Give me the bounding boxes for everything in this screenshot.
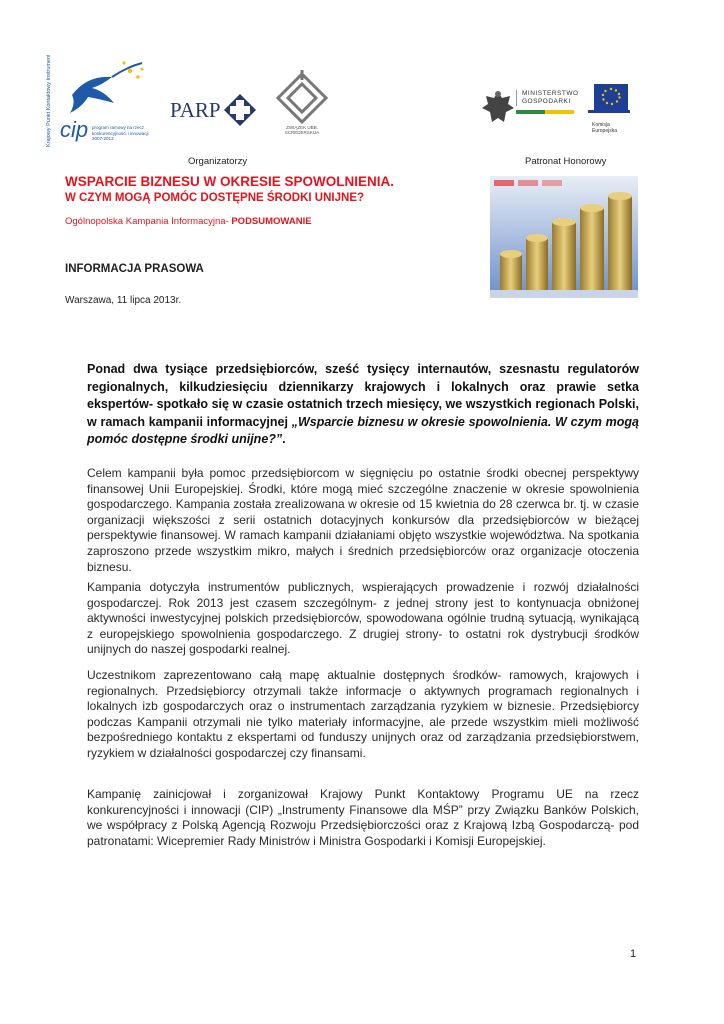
patronage-label: Patronat Honorowy: [525, 156, 607, 167]
ec-caption: Komisja Europejska: [592, 122, 618, 134]
headline: WSPARCIE BIZNESU W OKRESIE SPOWOLNIENIA.: [65, 174, 395, 189]
eu-flag-icon: [586, 80, 632, 120]
bank-union-emblem-icon: [270, 70, 334, 130]
cip-logo: [42, 55, 152, 155]
date-line: Warszawa, 11 lipca 2013r.: [65, 295, 182, 306]
press-release-title: INFORMACJA PRASOWA: [65, 263, 204, 275]
campaign-line: [65, 216, 312, 227]
campaign-prefix: Ogólnopolska Kampania Informacyjna-: [65, 216, 229, 227]
body-paragraph-4: Kampanię zainicjował i zorganizował Krajowy Punkt Kontaktowy Programu UE na rzecz konkurencyjności i innowacji (CIP) „Instrumenty Finansowe dla MŚP” przy Związku Banków Polskich, we współpracy z Polską Agencją Rozwoju Przedsiębiorczości oraz z Krajową Izbą Gospodarczą- pod patronatami: Wicepremier Rady Ministrów i Ministra Gospodarki i Komisji Europejskiej.: [87, 787, 639, 848]
coins-image-icon: [490, 176, 638, 298]
coins-photo: [490, 176, 638, 298]
body-paragraph-3: Uczestnikom zaprezentowano całą mapę aktualnie dostępnych środków- ramowych, krajowych i regionalnych. Przedsiębiorcy otrzymali także informacje o aktywnych programach regionalnych i lokalnych izb gospodarczych oraz o instrumentach zarządzania ryzykiem w biznesie. Przedsiębiorcy podczas Kampanii otrzymali nie tylko materiały informacyjne, ale przede wszystkim mieli możliwość bezpośredniego kontaktu z ekspertami od funduszy unijnych oraz od zarządzania przedsiębiorstwem, ryzykiem w działalności gospodarczej czy finansami.: [87, 668, 639, 760]
page-number: 1: [630, 948, 637, 960]
cip-wordmark: cip: [60, 117, 89, 142]
organizers-label: Organizatorzy: [188, 156, 248, 167]
lead-italic: „Wsparcie biznesu w okresie spowolnienia. W czym mogą pomóc dostępne środki unijne?”: [87, 414, 639, 446]
parp-wordmark: PARP: [170, 98, 221, 122]
parp-logo: [170, 92, 258, 128]
lead-paragraph: [87, 361, 639, 449]
cip-caption: program ramowy na rzecz konkurencyjności i innowacji 2007-2013: [92, 125, 149, 141]
body-paragraph-2: Kampania dotyczyła instrumentów publicznych, wspierających prowadzenie i rozwój działalności gospodarczej. Rok 2013 jest czasem szczególnym- z jednej strony jest to kontynuacja obniżonej aktywności inwestycyjnej polskich przedsiębiorców, spowodowana ogólnie trudną sytuacją, wynikającą z europejskiego spowolnienia gospodarczego. Z drugiej strony- to ostatni rok dystrybucji środków unijnych do naszej gospodarki realnej.: [87, 580, 639, 657]
lead-text: Ponad dwa tysiące przedsiębiorców, sześć tysięcy internautów, szesnastu regulatorów regionalnych, kilkudziesięciu dziennikarzy krajowych i lokalnych oraz prawie setka ekspertów- spotkało się w czasie ostatnich trzech miesięcy, we wszystkich regionach Polski, w ramach kampanii informacyjnej: [87, 362, 639, 429]
body-paragraph-1: Celem kampanii była pomoc przedsiębiorcom w sięgnięciu po ostatnie środki obecnej perspektywy finansowej Unii Europejskiej. Środki, które mogą mieć szczególne znaczenie w okresie spowolnienia gospodarczego. Kampania została zrealizowana w okresie od 15 kwietnia do 28 czerwca br. tj. w czasie organizacji większości z serii ostatnich dotacyjnych konkursów dla przedsiębiorców w bieżącej perspektywie finansowej. W ramach kampanii działaniami objęto wszystkie województwa. Na spotkania zaproszono przede wszystkim mikro, małych i średnich przedsiębiorców oraz organizacje otoczenia biznesu.: [87, 466, 639, 574]
bank-union-logo: [270, 70, 334, 140]
ministry-logo: [516, 90, 584, 122]
cip-vertical-text: Krajowy Punkt Kontaktowy Instrumenty Finansowe dla MŚP: [46, 55, 52, 147]
campaign-suffix: PODSUMOWANIE: [231, 216, 312, 227]
polish-emblem-logo: [480, 88, 516, 128]
eagle-icon: [480, 88, 516, 128]
ministry-name: MINISTERSTWO GOSPODARKI: [516, 90, 574, 106]
european-commission-logo: [586, 80, 632, 136]
subheadline: W CZYM MOGĄ POMÓC DOSTĘPNE ŚRODKI UNIJNE?: [65, 192, 365, 204]
parp-emblem-icon: [222, 92, 258, 128]
bank-union-caption: ZWIĄZEK UBB. SCREDERSKIJA: [284, 125, 320, 135]
lead-end: .: [282, 432, 286, 446]
